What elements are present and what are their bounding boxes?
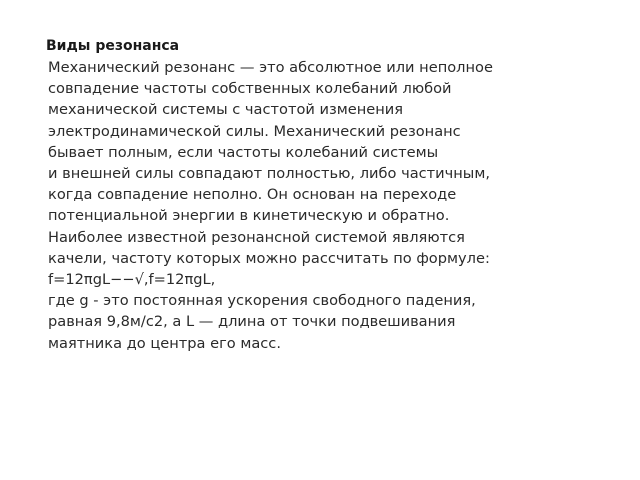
- text-line: электродинамической силы. Механический резонанс: [48, 122, 461, 140]
- text-line: где g - это постоянная ускорения свободного падения,: [48, 292, 476, 310]
- text-line: механической системы с частотой изменения: [48, 101, 404, 119]
- text-line: равная 9,8м/с2, а L — длина от точки подвешивания: [48, 313, 456, 331]
- formula-line: f=12πgL−−√,f=12πgL,: [48, 271, 216, 289]
- document-body: [48, 57, 628, 354]
- document-title: Виды резонанса: [46, 38, 180, 54]
- text-line: бывает полным, если частоты колебаний системы: [48, 143, 439, 161]
- text-line: совпадение частоты собственных колебаний любой: [48, 80, 452, 98]
- text-line: Наиболее известной резонансной системой являются: [48, 228, 465, 246]
- text-line: и внешней силы совпадают полностью, либо частичным,: [48, 165, 490, 183]
- text-line: Механический резонанс — это абсолютное или неполное: [48, 59, 493, 76]
- text-line: когда совпадение неполно. Он основан на переходе: [48, 186, 457, 204]
- text-line: маятника до центра его масс.: [48, 334, 281, 352]
- text-line: качели, частоту которых можно рассчитать по формуле:: [48, 249, 490, 267]
- text-line: потенциальной энергии в кинетическую и обратно.: [48, 207, 450, 225]
